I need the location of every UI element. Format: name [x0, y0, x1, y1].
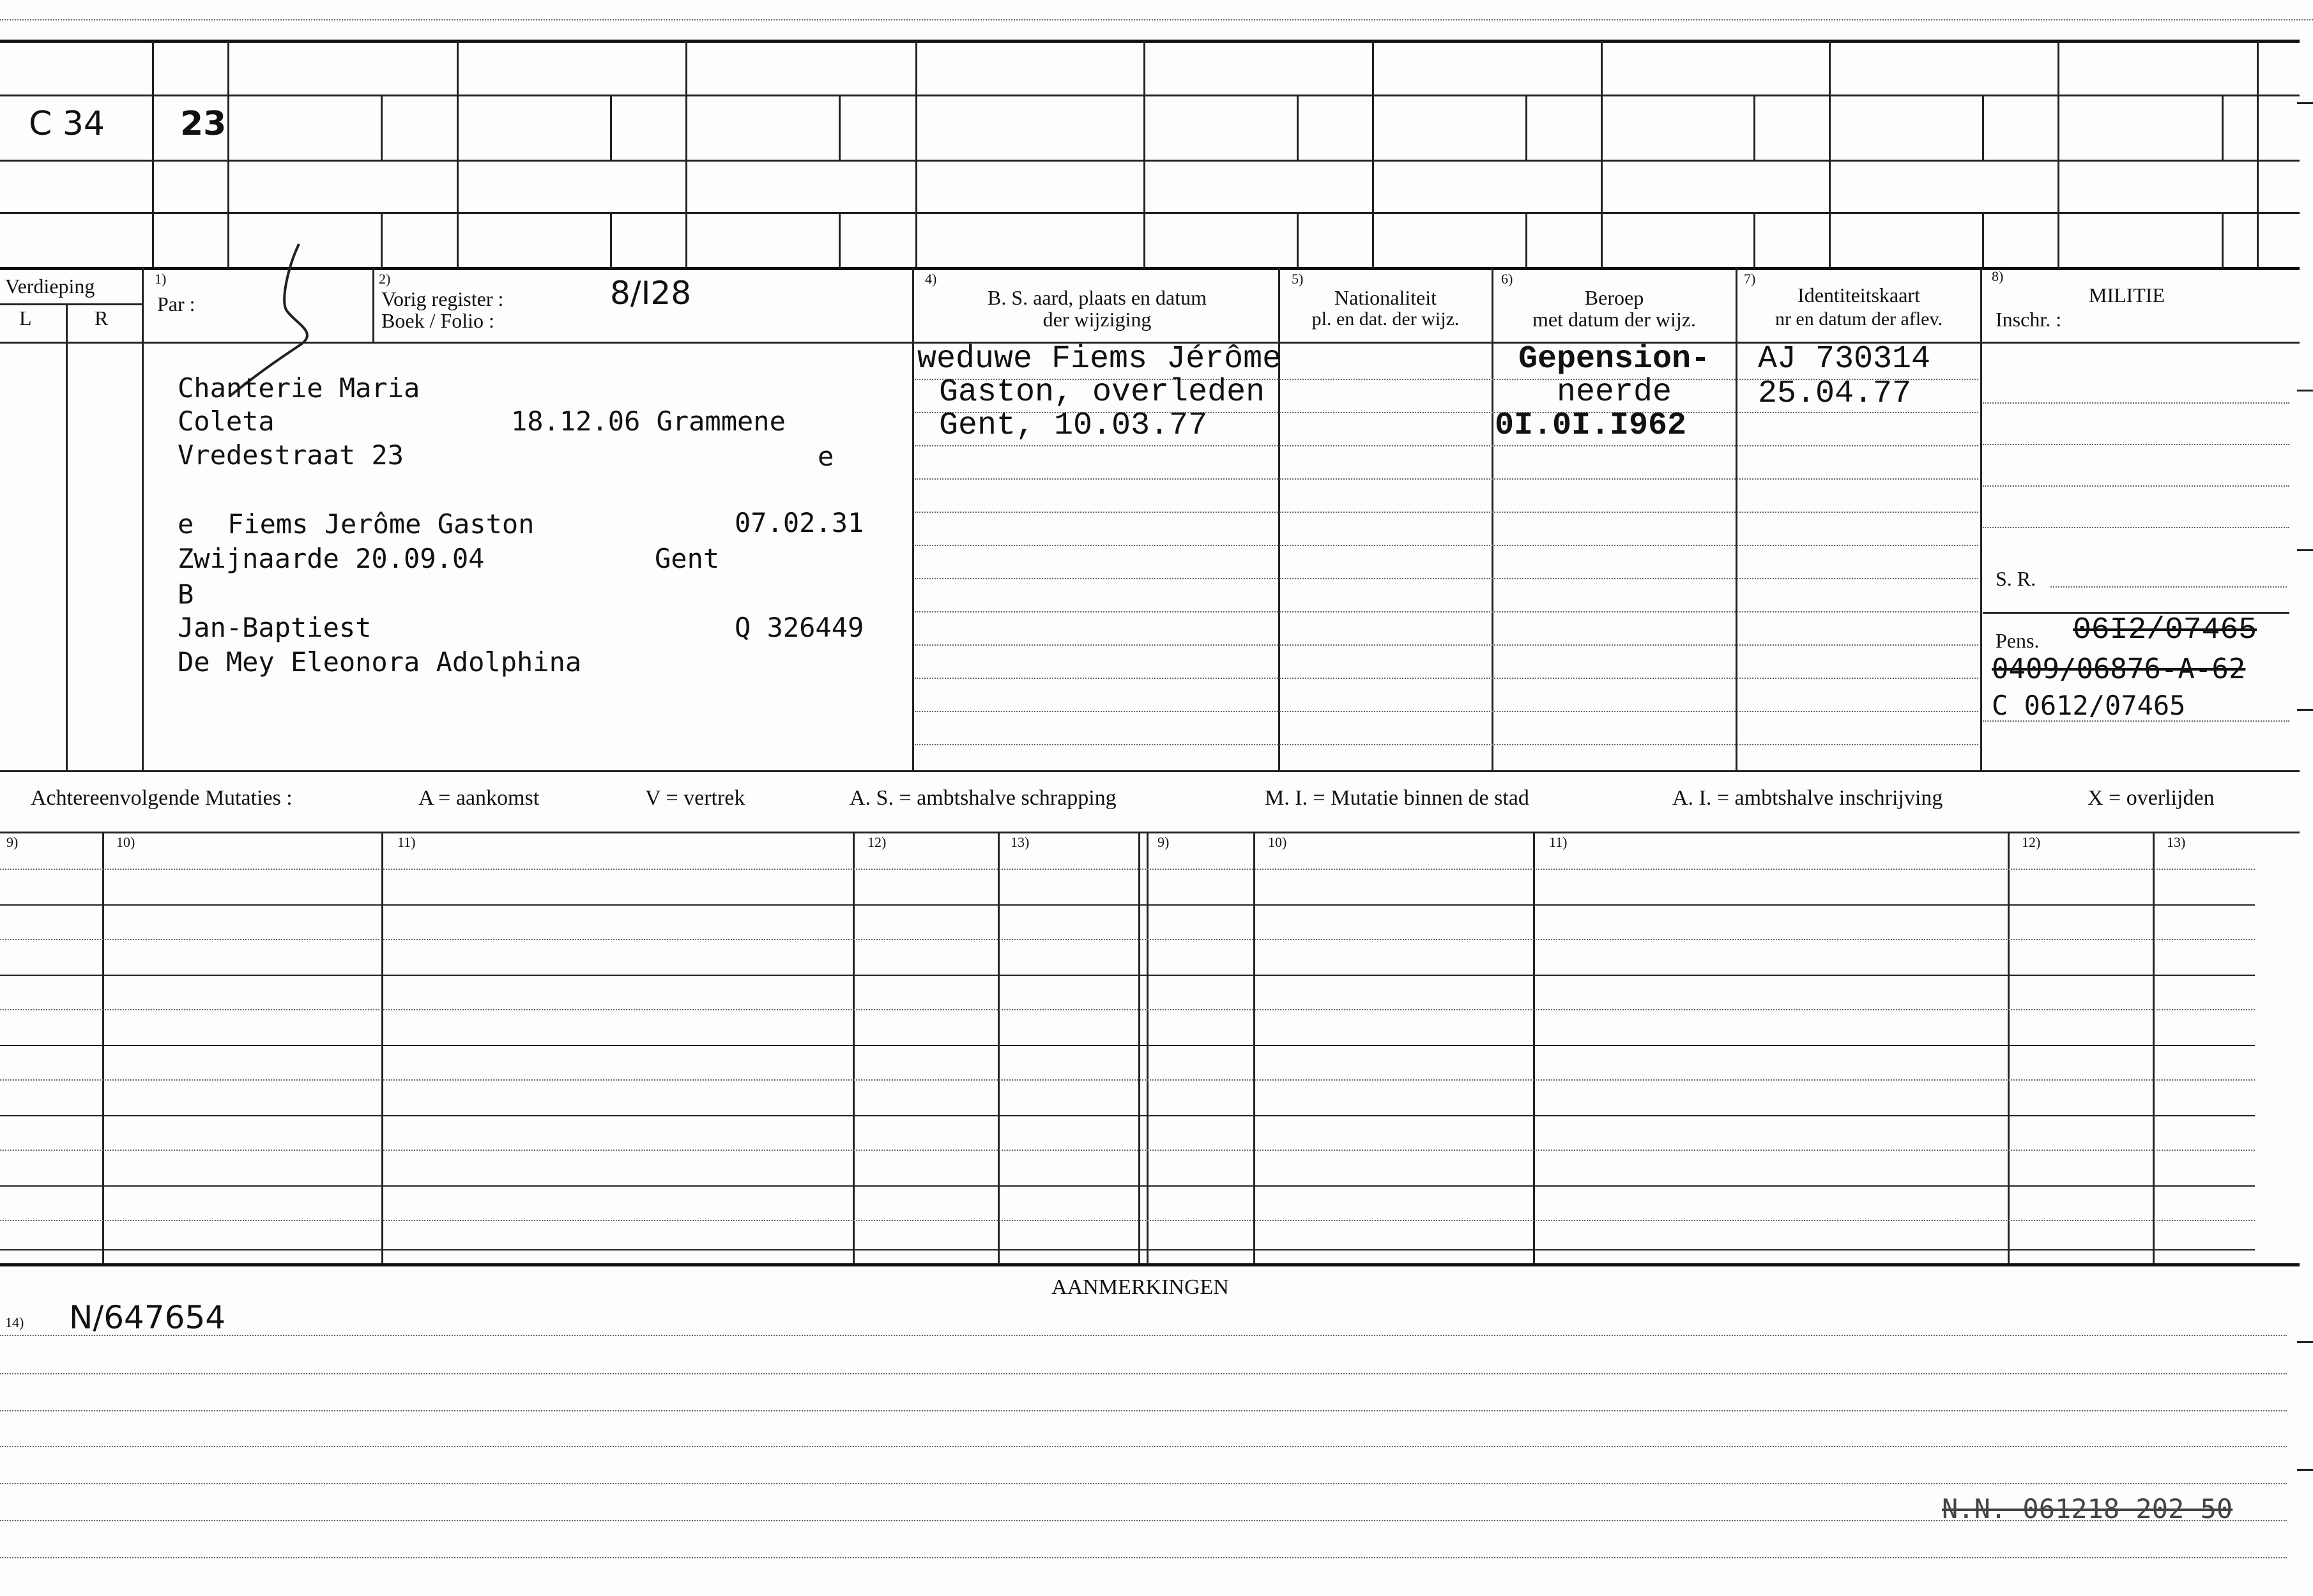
- father-name: Jan-Baptiest: [178, 612, 372, 643]
- spouse-birth: Zwijnaarde 20.09.04: [178, 543, 485, 574]
- identiteitskaart-line2: nr en datum der aflev.: [1775, 308, 1943, 330]
- pension-struck-2: 0409/06876-A-62: [1992, 653, 2246, 685]
- field-number-2: 2): [379, 271, 391, 287]
- militie-label: MILITIE: [2089, 284, 2165, 307]
- col-11b: 11): [1549, 834, 1568, 850]
- pension-current: C 0612/07465: [1992, 690, 2186, 721]
- field-number-6: 6): [1501, 271, 1513, 287]
- person-address: Vredestraat 23: [178, 439, 404, 471]
- person-name-2: Coleta: [178, 406, 275, 437]
- register-code: C 34: [29, 105, 105, 143]
- bs-header-line2: der wijziging: [1042, 308, 1152, 331]
- remarks-title: AANMERKINGEN: [1051, 1275, 1229, 1299]
- col-12b: 12): [2022, 834, 2041, 850]
- col-13a: 13): [1011, 834, 1030, 850]
- field-number-5: 5): [1292, 271, 1304, 287]
- marker-e: e: [818, 441, 834, 472]
- legend-a: A = aankomst: [418, 786, 540, 810]
- field-number-8: 8): [1992, 268, 2004, 284]
- beroep-line2: neerde: [1556, 374, 1672, 411]
- marker-b: B: [178, 579, 194, 610]
- legend-as: A. S. = ambtshalve schrapping: [850, 786, 1117, 810]
- col-9b: 9): [1157, 834, 1170, 850]
- col-11a: 11): [397, 834, 416, 850]
- bs-line1: weduwe Fiems Jérôme: [917, 341, 1282, 377]
- register-number: 23: [180, 105, 227, 143]
- legend-mi: M. I. = Mutatie binnen de stad: [1265, 786, 1529, 810]
- vorig-register-value: 8/I28: [610, 275, 692, 312]
- nationaliteit-line1: Nationaliteit: [1334, 286, 1437, 309]
- legend-ai: A. I. = ambtshalve inschrijving: [1672, 786, 1943, 810]
- person-birth: 18.12.06 Grammene: [511, 406, 786, 437]
- vorig-register-label: Vorig register :: [381, 287, 504, 310]
- bs-header-line1: B. S. aard, plaats en datum: [987, 286, 1207, 309]
- top-border: [0, 40, 2300, 43]
- sr-label: S. R.: [1996, 567, 2036, 590]
- mutaties-title: Achtereenvolgende Mutaties :: [31, 786, 293, 810]
- legend-v: V = vertrek: [645, 786, 745, 810]
- pension-struck-1: 06I2/07465: [2073, 613, 2257, 648]
- field-number-4: 4): [925, 271, 937, 287]
- spouse-place: Gent: [655, 543, 720, 574]
- field-number-14: 14): [5, 1314, 24, 1330]
- national-number: N.N. 061218 202 50: [1942, 1493, 2233, 1524]
- verdieping-label: Verdieping: [5, 275, 95, 298]
- person-name: Chanterie Maria: [178, 372, 420, 404]
- beroep-line1: Gepension-: [1518, 341, 1711, 377]
- identiteitskaart-line1: Identiteitskaart: [1798, 284, 1920, 307]
- field-number-1: 1): [155, 271, 167, 287]
- inschr-label: Inschr. :: [1996, 308, 2062, 331]
- bs-line3: Gent, 10.03.77: [939, 407, 1208, 444]
- col-13b: 13): [2167, 834, 2186, 850]
- pens-label: Pens.: [1996, 629, 2040, 652]
- beroep-line1: Beroep: [1584, 286, 1644, 309]
- col-r-label: R: [95, 307, 109, 330]
- id-card-number: AJ 730314: [1758, 341, 1931, 377]
- boek-folio-label: Boek / Folio :: [381, 309, 494, 332]
- col-10a: 10): [116, 834, 135, 850]
- col-12a: 12): [867, 834, 887, 850]
- mother-name: De Mey Eleonora Adolphina: [178, 646, 582, 678]
- nationaliteit-line2: pl. en dat. der wijz.: [1311, 308, 1460, 330]
- beroep-line3: 0I.0I.I962: [1495, 407, 1687, 444]
- beroep-line2: met datum der wijz.: [1532, 308, 1696, 331]
- id-card-date: 25.04.77: [1758, 376, 1912, 412]
- field-number-7: 7): [1744, 271, 1756, 287]
- col-l-label: L: [19, 307, 32, 330]
- col-10b: 10): [1268, 834, 1287, 850]
- col-9a: 9): [6, 834, 19, 850]
- legend-x: X = overlijden: [2088, 786, 2215, 810]
- spouse-prefix: e: [178, 508, 194, 540]
- person-code: Q 326449: [735, 612, 864, 643]
- par-label: Par :: [157, 293, 195, 315]
- spouse-name: Fiems Jerôme Gaston: [227, 508, 535, 540]
- spouse-date: 07.02.31: [735, 507, 864, 538]
- bs-line2: Gaston, overleden: [939, 374, 1265, 411]
- remarks-value: N/647654: [69, 1299, 226, 1336]
